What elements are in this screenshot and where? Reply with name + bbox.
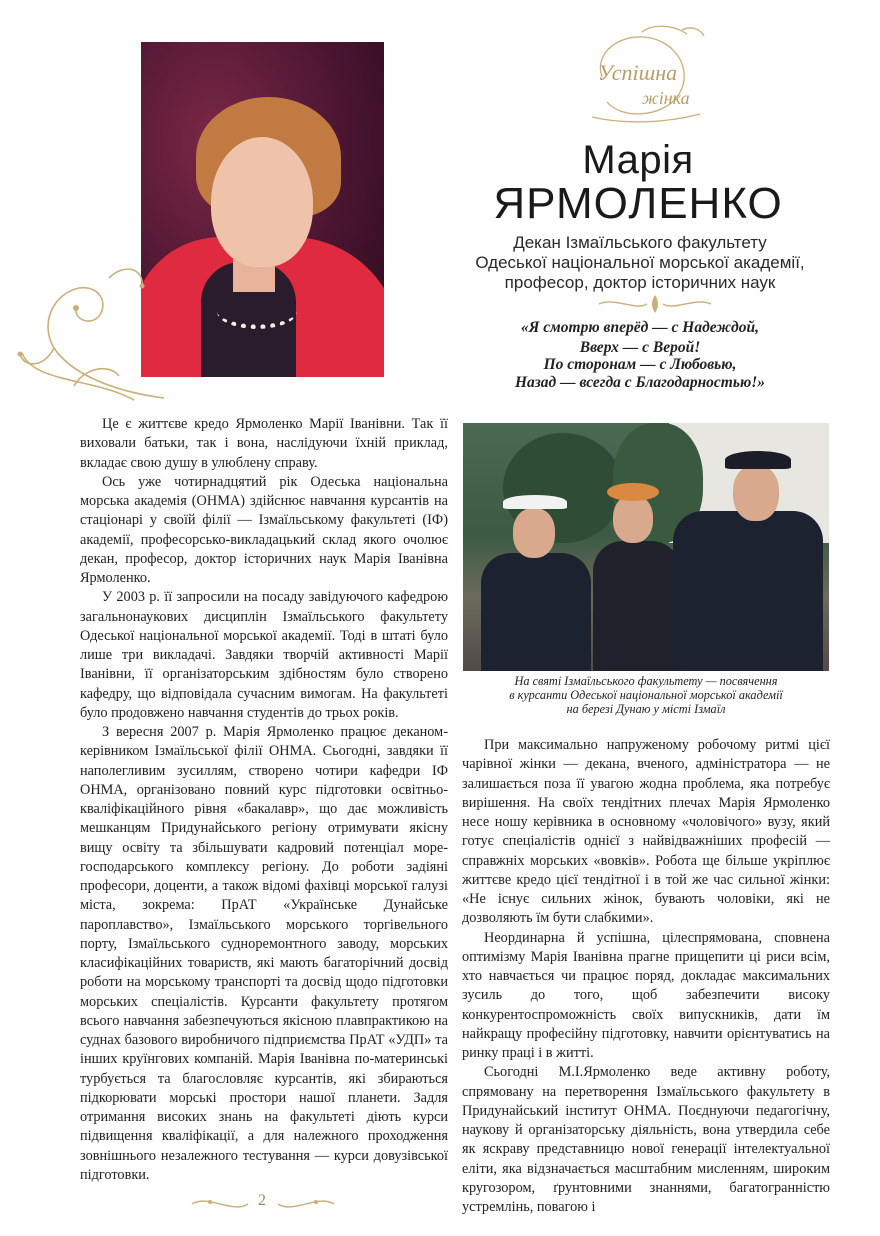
caption-line: На святі Ізмаїльського факультету — посвячення bbox=[514, 674, 778, 688]
article-right-column bbox=[462, 736, 830, 1217]
paragraph: При максимально напруженому робочому ритмі цієї чарівної жінки — декана, вченого, адміністратора — не залишається поза її увагою жодна проблема, яка потребує вирішення. На своїх тендітних плечах Марія Ярмоленко несе ношу керівника в основному «чоловічого» вузу, який готує спеціалістів однієї з найвідважніших професій — справжніх морських «вовків». Робота ще більше укріплює життєве кредо цієї тендітної і в той же час сильної жінки: «Не існує сильних жінок, бувають чоловіки, які не дозволяють їм бути слабкими». bbox=[462, 737, 830, 927]
paragraph: З вересня 2007 р. Марія Ярмоленко працює деканом-керівником Ізмаїльської філії ОНМА. Сьогодні, завдяки її наполегливим зусиллям, створено чотири кафедри ІФ ОНМА, організовано повний курс підготовки освітньо-кваліфікаційного рівня «бакалавр», що дає можливість мешканцям Придунайського регіону отримувати якісну вищу освіту та збільшувати кадровий потенціал море-господарського комплексу регіону. До роботи задіяні професори, доценти, а також відомі фахівці морської галузі міста, зокрема: ПрАТ «Українське Дунайське пароплавство», Ізмаїльського морського торгівельного порту, Ізмаїльського судноремонтного заводу, морських класифікаційних товариств, які мають багаторічний досвід роботи на морському транспорті та досвід щодо підготовки морських спеціалістів. Курсанти факультету протягом всього навчання забезпечуються якісною плавпрактикою на суднах базового виробничого підприємства ПрАТ «УДП» та інших круїнгових компаній. Марія Іванівна по-материнські турбується та благословляє курсантів, які збираються підкорювати морські простори нашої планети. Задля отримання високих знань на факультеті діють курси підвищення кваліфікації, а для належного проходження зовнішнього незалежного тестування — курси довузівської підготовки. bbox=[80, 724, 448, 1183]
quote-line: «Я смотрю вперёд — с Надеждой, bbox=[521, 319, 759, 336]
paragraph: Ось уже чотирнадцятий рік Одеська національна морська академія (ОНМА) здійснює навчання курсантів на стаціонарі у своїй філії — Ізмаїльському факультеті (ІФ) академії, професорсько-викладацький склад якого очолює декан, професор, доктор історичних наук Марія Іванівна Ярмоленко. bbox=[80, 473, 448, 586]
subtitle-line: Одеської національної морської академії, bbox=[475, 253, 805, 272]
last-name-heading: ЯРМОЛЕНКО bbox=[493, 179, 783, 228]
quote-line: Вверх — с Верой! bbox=[579, 339, 701, 356]
first-name-heading: Марія bbox=[582, 138, 694, 182]
subtitle-line: Декан Ізмаїльського факультету bbox=[513, 233, 767, 252]
ceremony-photo bbox=[463, 423, 829, 671]
quote-line: По сторонам — с Любовью, bbox=[543, 356, 737, 373]
logo-text-2: жінка bbox=[642, 88, 690, 108]
paragraph: Сьогодні М.І.Ярмоленко веде активну роботу, спрямовану на перетворення Ізмаїльського факультету в Придунайський інститут ОНМА. Поєднуючи педагогічну, наукову й організаторську діяльність, вона утвердила себе як яскраву представницю нової генерації інтелектуальної еліти, яка відзначається масштабним мисленням, широким кругозором, ґрунтовними знаннями, багатогранністю устремлінь, повагою і bbox=[462, 1064, 830, 1215]
paragraph: Це є життєве кредо Ярмоленко Марії Іванівни. Так її виховали батьки, так і вона, наслідуючи їхній приклад, вкладає свою душу в улюблену справу. bbox=[80, 416, 448, 471]
photo-caption bbox=[463, 674, 829, 716]
page-number: 2 bbox=[258, 1192, 266, 1209]
logo-text-1: Успішна bbox=[598, 60, 678, 85]
caption-line: в курсанти Одеської національної морської академії bbox=[509, 688, 783, 702]
article-left-column bbox=[80, 415, 448, 1185]
paragraph: У 2003 р. її запросили на посаду завідуючого кафедрою загальнонаукових дисциплін Ізмаїльського факультету Одеської національної морської академії. Тоді в штаті було лише три викладачі. Завдяки творчій активності Марії Іванівни, її організаторським здібностям було створено кафедру, що відповідала сучасним вимогам. На факультеті було продовжено навчання студентів до трьох років. bbox=[80, 589, 448, 721]
fleur-divider bbox=[595, 293, 715, 315]
swirl-ornament bbox=[14, 258, 184, 406]
paragraph: Неординарна й успішна, цілеспрямована, сповнена оптимізму Марія Іванівна прагне прищепити ці риси всім, хто навчається чи працює поряд, докладає максимальних зусиль до того, щоб забезпечити високу конкурентоспроможність своїх випускників, дати їм найкращу професійну підготовку, навчити орієнтуватись на ринку праці і в житті. bbox=[462, 929, 830, 1061]
caption-line: на березі Дунаю у місті Ізмаїл bbox=[566, 702, 726, 716]
success-woman-logo bbox=[582, 22, 714, 130]
quote-line: Назад — всегда с Благодарностью!» bbox=[514, 374, 766, 391]
subtitle-line: професор, доктор історичних наук bbox=[504, 273, 776, 292]
